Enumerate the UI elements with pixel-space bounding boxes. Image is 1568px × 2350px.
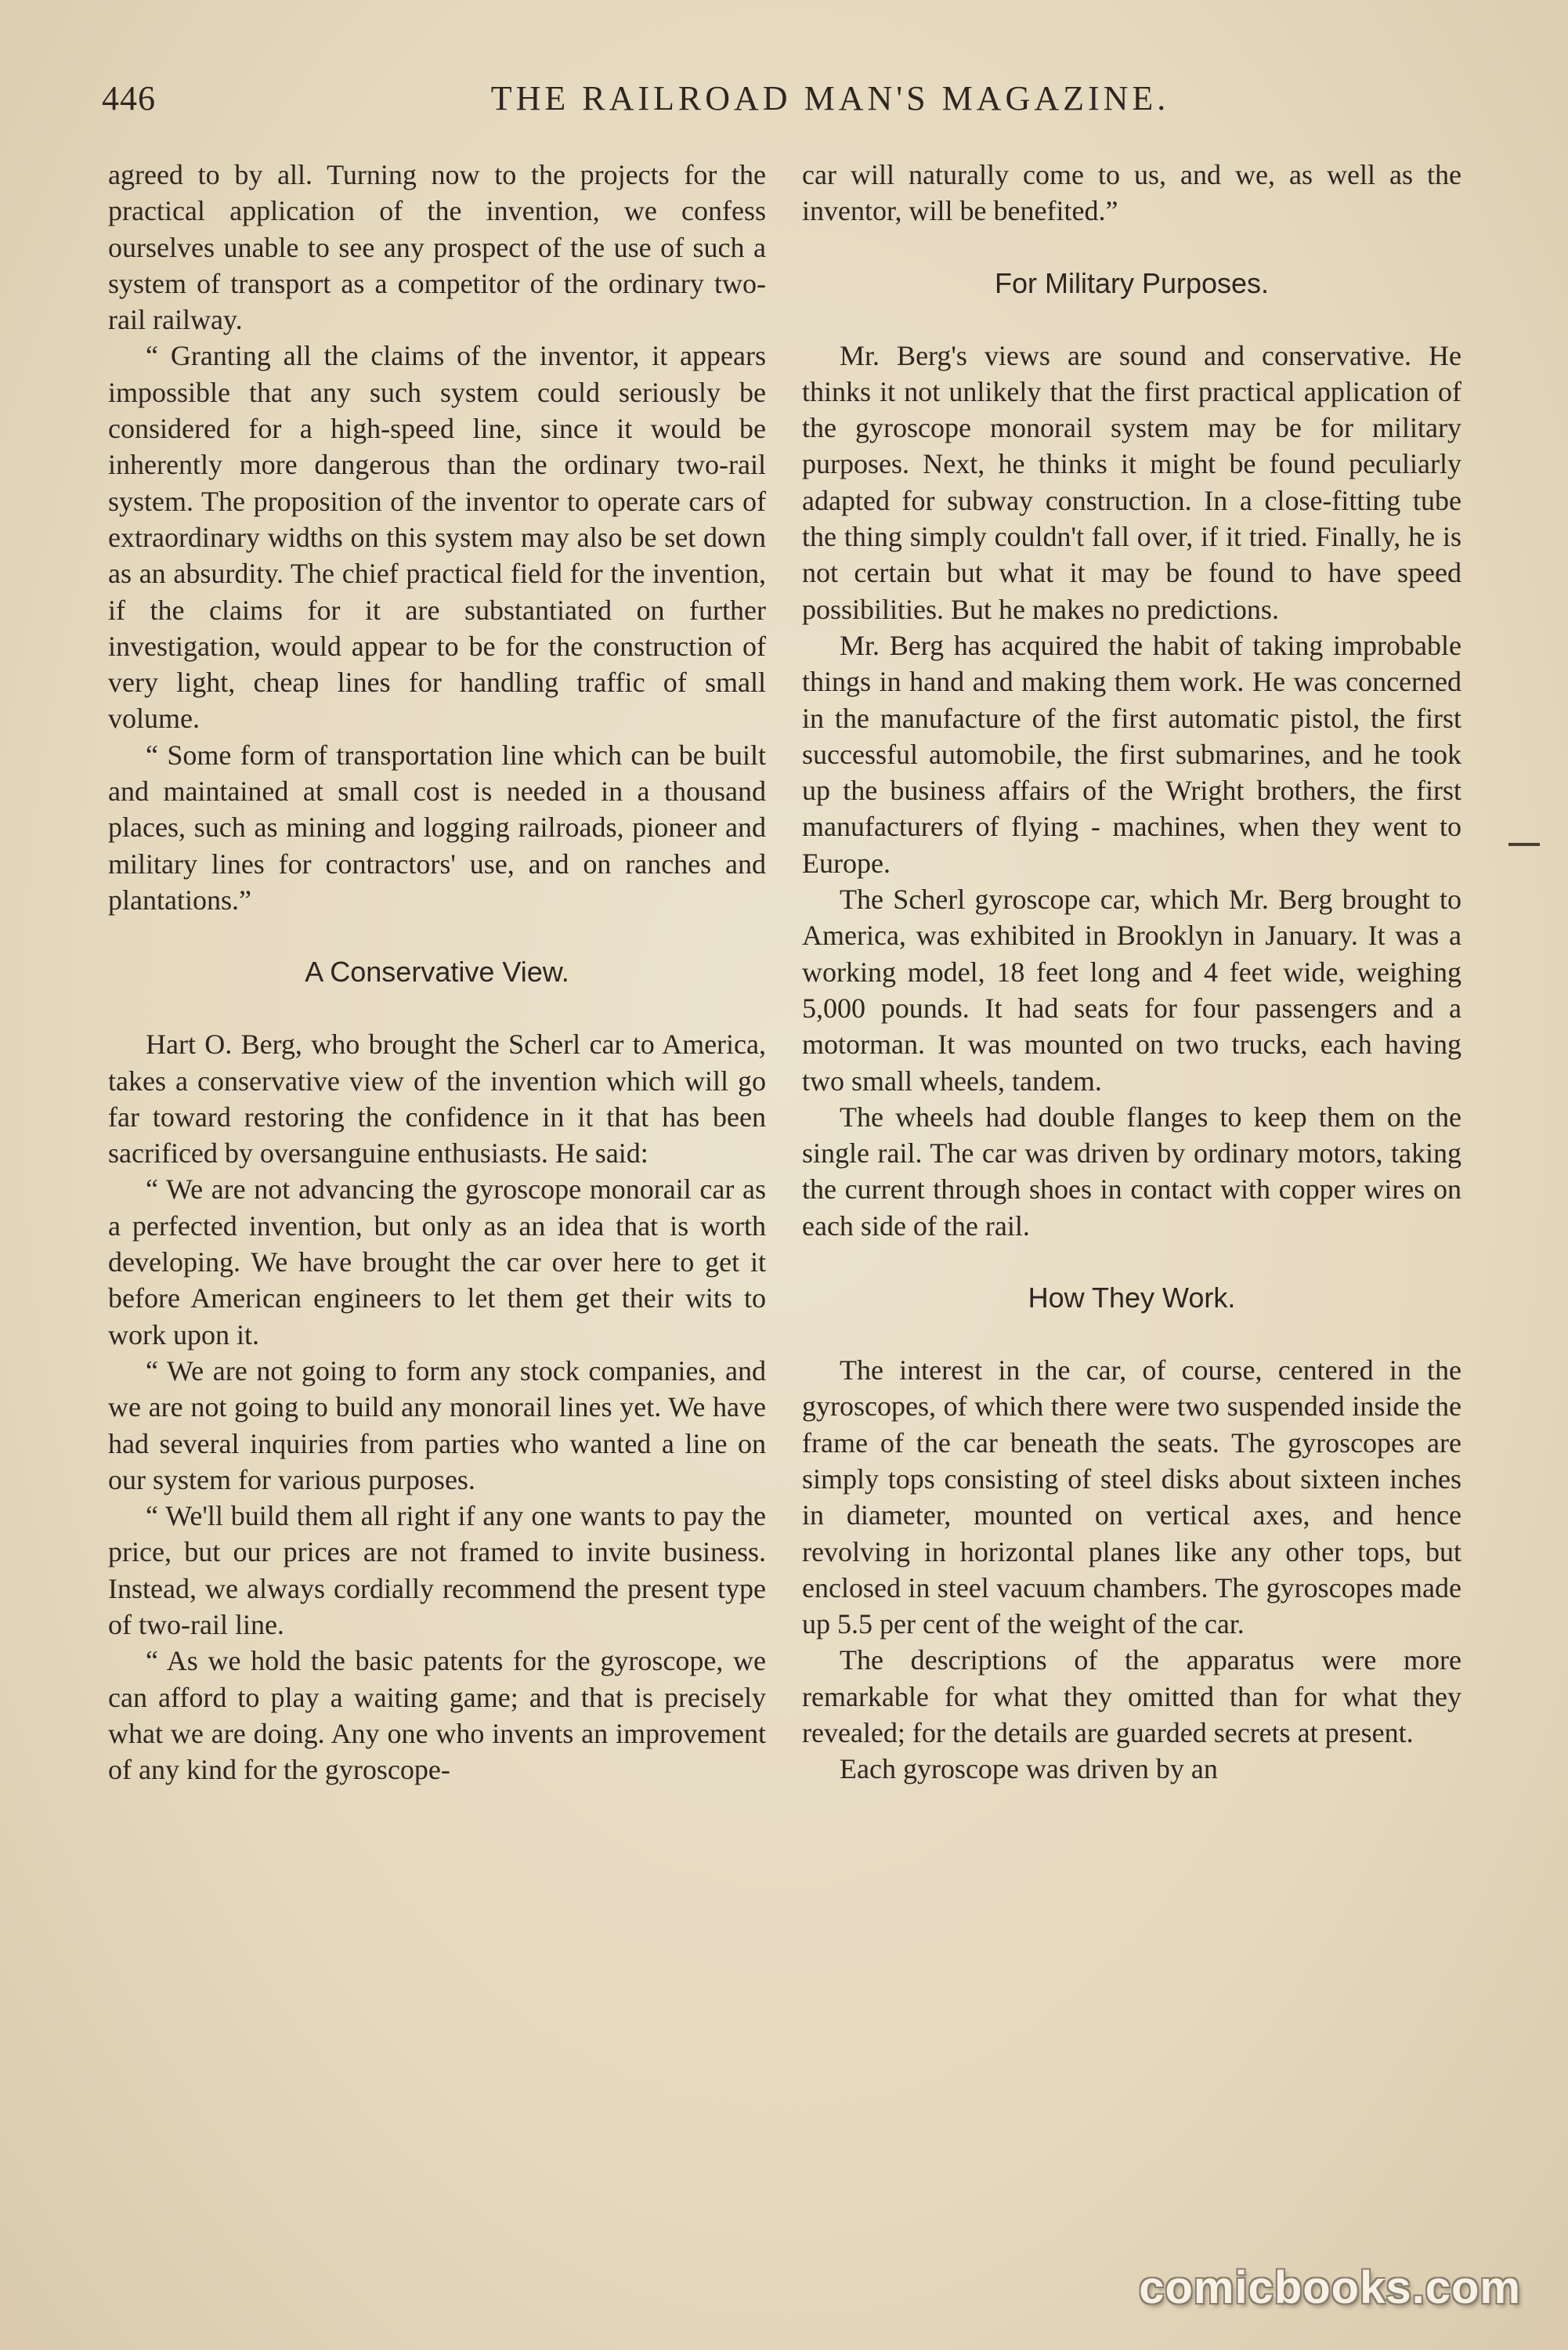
- watermark-logo: comicbooks.com: [1139, 2262, 1521, 2313]
- paragraph: The wheels had double flanges to keep them on the single rail. The car was driven by ordinary motors, taking the current through shoes in contact with copper wires on each side of the rail.: [802, 1101, 1461, 1242]
- paragraph: The Scherl gyroscope car, which Mr. Berg brought to America, was exhibited in Brooklyn in January. It was a working model, 18 feet long and 4 feet wide, weighing 5,000 pounds. It had seats for four passengers and a motorman. It was mounted on two trucks, each having two small wheels, tandem.: [802, 884, 1461, 1097]
- paragraph: “ Some form of transportation line which can be built and maintained at small cost is needed in a thousand places, such as mining and logging railroads, pioneer and military lines for contractors' use, and on ranches and plantations.”: [108, 739, 766, 916]
- paragraph: “ We'll build them all right if any one wants to pay the price, but our prices are not framed to invite business. Instead, we always cordially recommend the present type of two-rail line.: [108, 1500, 766, 1640]
- paragraph: car will naturally come to us, and we, as well as the inventor, will be benefited.”: [802, 159, 1461, 227]
- paragraph: “ As we hold the basic patents for the gyroscope, we can afford to play a waiting game; and that is precisely what we are doing. Any one who invents an improvement of any kind for the gyroscope-: [108, 1645, 766, 1786]
- section-heading: How They Work.: [1028, 1282, 1236, 1314]
- paragraph: “ We are not going to form any stock companies, and we are not going to build any monorail lines yet. We have had several inquiries from parties who wanted a line on our system for various purposes.: [108, 1354, 766, 1495]
- paragraph: Mr. Berg's views are sound and conservative. He thinks it not unlikely that the first practical application of the gyroscope monorail system may be for military purposes. Next, he thinks it might be found peculiarly adapted for subway construction. In a close-fitting tube the thing simply couldn't fall over, if it tried. Finally, he is not certain but what it may be found to have speed possibilities. But he makes no predictions.: [802, 339, 1461, 625]
- running-title: THE RAILROAD MAN'S MAGAZINE.: [490, 79, 1170, 118]
- margin-mark: [1508, 843, 1540, 846]
- page-header: [102, 78, 1480, 125]
- paragraph: “ We are not advancing the gyroscope monorail car as a perfected invention, but only as an idea that is worth developing. We have brought the car over here to get it before American engineers to let them get their wits to work upon it.: [108, 1173, 766, 1350]
- section-heading: A Conservative View.: [305, 956, 569, 989]
- paragraph: The descriptions of the apparatus were more remarkable for what they omitted than for what they revealed; for the details are guarded secrets at present.: [802, 1644, 1461, 1748]
- paragraph: Mr. Berg has acquired the habit of taking improbable things in hand and making them work. He was concerned in the manufacture of the first automatic pistol, the first successful automobile, the first submarines, and he took up the business affairs of the Wright brothers, the first manufacturers of flying - machines, when they went to Europe.: [802, 629, 1461, 879]
- paragraph: Hart O. Berg, who brought the Scherl car to America, takes a conservative view of the invention which will go far toward restoring the confidence in it that has been sacrificed by oversanguine enthusiasts. He said:: [108, 1029, 766, 1170]
- page-number: 446: [102, 79, 156, 118]
- paragraph: agreed to by all. Turning now to the projects for the practical application of the invention, we confess ourselves unable to see any prospect of the use of such a system of transport as a competitor of the ordinary two-rail railway.: [108, 159, 766, 336]
- paragraph: “ Granting all the claims of the inventor, it appears impossible that any such system could seriously be considered for a high-speed line, since it would be inherently more dangerous than the ordinary two-rail system. The proposition of the inventor to operate cars of extraordinary widths on this system may also be set down as an absurdity. The chief practical field for the invention, if the claims for it are substantiated on further investigation, would appear to be for the construction of very light, cheap lines for handling traffic of small volume.: [108, 340, 766, 735]
- left-column: [108, 157, 766, 1788]
- right-column: [802, 157, 1461, 1788]
- section-heading: For Military Purposes.: [994, 266, 1270, 299]
- paragraph: Each gyroscope was driven by an: [840, 1753, 1218, 1785]
- paragraph: The interest in the car, of course, centered in the gyroscopes, of which there were two suspended inside the frame of the car beneath the seats. The gyroscopes are simply tops consisting of steel disks about sixteen inches in diameter, mounted on vertical axes, and hence revolving in horizontal planes like any other tops, but enclosed in steel vacuum chambers. The gyroscopes made up 5.5 per cent of the weight of the car.: [802, 1354, 1461, 1640]
